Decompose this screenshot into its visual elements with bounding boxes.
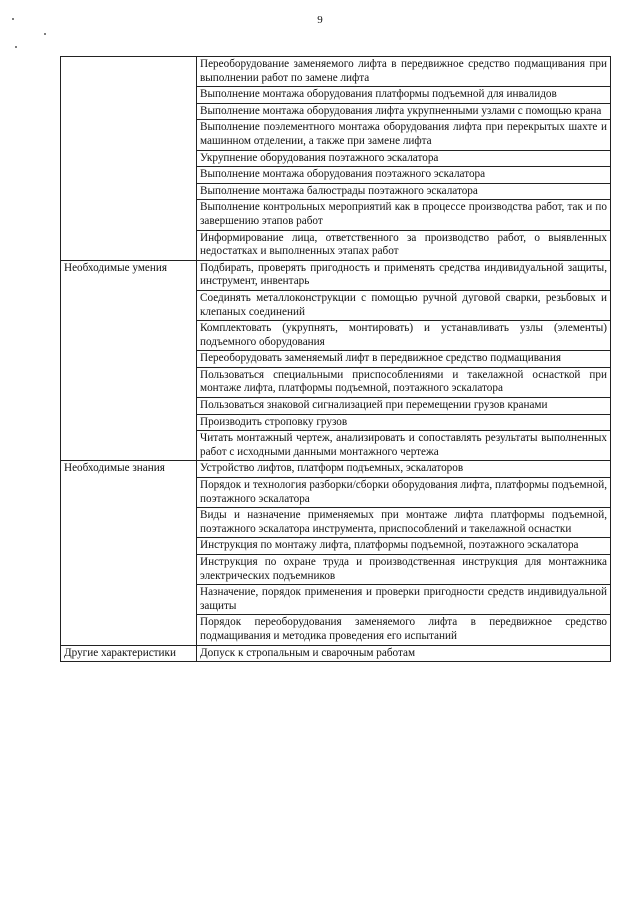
table-cell-item: Укрупнение оборудования поэтажного эскалатора [197, 150, 611, 167]
table-cell-item: Выполнение контрольных мероприятий как в процессе производства работ, так и по завершению этапов работ [197, 200, 611, 230]
table-cell-item: Соединять металлоконструкции с помощью ручной дуговой сварки, резьбовых и клепаных соединений [197, 290, 611, 320]
scan-speck [44, 33, 46, 35]
table-cell-item: Устройство лифтов, платформ подъемных, эскалаторов [197, 461, 611, 478]
table-row [61, 461, 611, 478]
table-cell-item: Комплектовать (укрупнять, монтировать) и устанавливать узлы (элементы) подъемного оборудования [197, 321, 611, 351]
table-cell-item: Переоборудование заменяемого лифта в передвижное средство подмащивания при выполнении работ по замене лифта [197, 57, 611, 87]
competency-table [60, 56, 611, 662]
page-number: 9 [317, 14, 323, 26]
table-cell-item: Выполнение монтажа оборудования платформы подъемной для инвалидов [197, 87, 611, 104]
table-cell-item: Выполнение монтажа балюстрады поэтажного эскалатора [197, 183, 611, 200]
table-cell-item: Читать монтажный чертеж, анализировать и сопоставлять результаты выполненных работ с исходными данными монтажного чертежа [197, 431, 611, 461]
table-cell-item: Подбирать, проверять пригодность и применять средства индивидуальной защиты, инструмент, инвентарь [197, 260, 611, 290]
table-cell-item: Пользоваться знаковой сигнализацией при перемещении грузов кранами [197, 398, 611, 415]
table-cell-item: Инструкция по охране труда и производственная инструкция для монтажника электрических подъемников [197, 555, 611, 585]
section-label [61, 57, 197, 261]
section-label: Необходимые умения [61, 260, 197, 461]
competency-table-body [61, 57, 611, 662]
table-cell-item: Информирование лица, ответственного за производство работ, о выявленных недостатках и выполненных этапах работ [197, 230, 611, 260]
table-cell-item: Виды и назначение применяемых при монтаже лифта платформы подъемной, поэтажного эскалатора инструмента, приспособлений и такелажной оснастки [197, 508, 611, 538]
table-row [61, 260, 611, 290]
scan-speck [15, 46, 17, 48]
table-cell-item: Переоборудовать заменяемый лифт в передвижное средство подмащивания [197, 351, 611, 368]
section-label: Необходимые знания [61, 461, 197, 645]
table-cell-item: Пользоваться специальными приспособлениями и такелажной оснасткой при монтаже лифта, платформы подъемной, поэтажного эскалатора [197, 367, 611, 397]
table-row [61, 57, 611, 87]
table-cell-item: Выполнение монтажа оборудования поэтажного эскалатора [197, 167, 611, 184]
table-cell-item: Допуск к стропальным и сварочным работам [197, 645, 611, 662]
table-cell-item: Порядок и технология разборки/сборки оборудования лифта, платформы подъемной, поэтажного эскалатора [197, 478, 611, 508]
table-cell-item: Инструкция по монтажу лифта, платформы подъемной, поэтажного эскалатора [197, 538, 611, 555]
section-label: Другие характеристики [61, 645, 197, 662]
table-cell-item: Выполнение монтажа оборудования лифта укрупненными узлами с помощью крана [197, 103, 611, 120]
table-cell-item: Порядок переоборудования заменяемого лифта в передвижное средство подмащивания и методика проведения его испытаний [197, 615, 611, 645]
table-cell-item: Выполнение поэлементного монтажа оборудования лифта при перекрытых шахте и машинном отделении, а также при замене лифта [197, 120, 611, 150]
table-cell-item: Назначение, порядок применения и проверки пригодности средств индивидуальной защиты [197, 585, 611, 615]
table-row [61, 645, 611, 662]
table-cell-item: Производить строповку грузов [197, 414, 611, 431]
